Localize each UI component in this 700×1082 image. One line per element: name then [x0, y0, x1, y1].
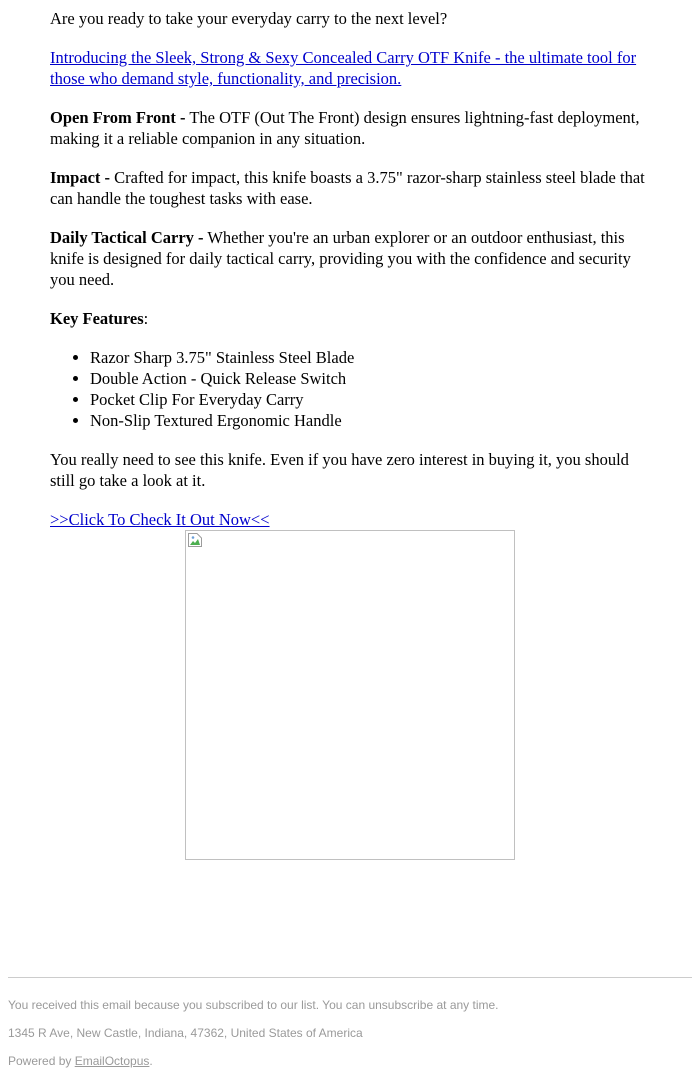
subscription-note: You received this email because you subscribed to our list. You can unsubscribe at any time.	[8, 998, 499, 1012]
features-heading-colon: :	[143, 309, 149, 328]
broken-image-icon	[188, 533, 204, 549]
footer	[8, 996, 692, 1080]
powered-by-prefix: Powered by	[8, 1054, 75, 1068]
powered-by	[8, 1052, 692, 1070]
section-heading: Impact -	[50, 168, 111, 187]
section-heading: Daily Tactical Carry -	[50, 228, 204, 247]
product-image[interactable]	[185, 530, 515, 860]
list-item: • Non-Slip Textured Ergonomic Handle	[90, 410, 650, 431]
email-body	[50, 8, 650, 509]
section-open-from-front	[50, 107, 650, 149]
list-item: • Pocket Clip For Everyday Carry	[90, 389, 650, 410]
emailoctopus-link[interactable]: EmailOctopus	[74, 1054, 150, 1068]
features-list	[50, 347, 650, 431]
section-body: The OTF (Out The Front) design ensures lightning-fast deployment, making it a reliable companion in any situation.	[50, 108, 640, 148]
section-impact	[50, 167, 650, 209]
section-body: Whether you're an urban explorer or an outdoor enthusiast, this knife is designed for daily tactical carry, providing you with the confidence and security you need.	[50, 228, 631, 289]
intro-link[interactable]: Introducing the Sleek, Strong & Sexy Concealed Carry OTF Knife - the ultimate tool for those who demand style, functionality, and precision.	[50, 48, 637, 88]
list-item: • Double Action - Quick Release Switch	[90, 368, 650, 389]
powered-by-suffix: .	[149, 1054, 153, 1068]
section-daily-tactical-carry	[50, 227, 650, 290]
opening-line: Are you ready to take your everyday carry to the next level?	[50, 9, 448, 28]
footer-address: 1345 R Ave, New Castle, Indiana, 47362, United States of America	[8, 1026, 363, 1040]
closing-line: You really need to see this knife. Even if you have zero interest in buying it, you should still go take a look at it.	[50, 450, 629, 490]
cta	[50, 509, 270, 530]
features-heading-label: Key Features	[50, 309, 144, 328]
features-heading	[50, 308, 650, 329]
cta-link[interactable]: >>Click To Check It Out Now<<	[50, 510, 270, 529]
section-body: Crafted for impact, this knife boasts a 3.75" razor-sharp stainless steel blade that can handle the toughest tasks with ease.	[50, 168, 645, 208]
list-item: • Razor Sharp 3.75" Stainless Steel Blade	[90, 347, 650, 368]
section-heading: Open From Front -	[50, 108, 186, 127]
footer-divider	[8, 977, 692, 978]
